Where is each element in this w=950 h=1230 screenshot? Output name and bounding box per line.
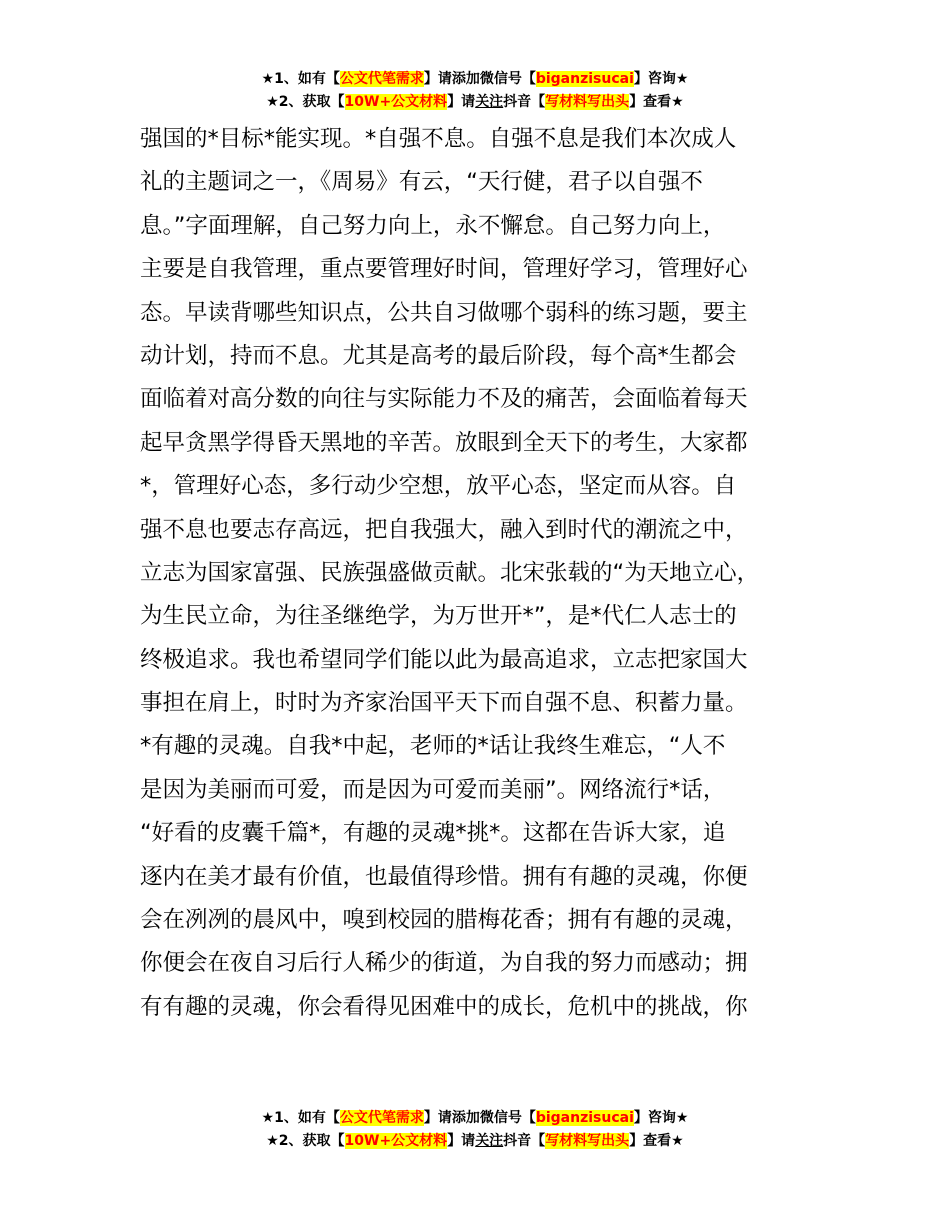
body-line: 礼的主题词之一，《周易》有云，“天行健，君子以自强不 bbox=[140, 169, 703, 196]
banner-text: 】查看★ bbox=[629, 1133, 684, 1149]
banner-line-2 bbox=[0, 91, 950, 114]
body-line: 你便会在夜自习后行人稀少的街道，为自我的努力而感动；拥 bbox=[140, 950, 748, 977]
body-line: 事担在肩上，时时为齐家治国平天下而自强不息、积蓄力量。 bbox=[140, 690, 748, 717]
banner-text: 】请添加微信号【 bbox=[423, 1110, 536, 1126]
header-banner bbox=[0, 68, 950, 114]
banner-text: 】查看★ bbox=[629, 94, 684, 110]
banner-line-1 bbox=[0, 68, 950, 91]
highlight-account: 写材料写出头 bbox=[545, 94, 630, 110]
body-line: 终极追求。我也希望同学们能以此为最高追求，立志把家国大 bbox=[140, 646, 748, 673]
highlight-service: 公文代笔需求 bbox=[339, 1110, 424, 1126]
banner-text: ★2、获取【 bbox=[266, 94, 345, 110]
body-line: 动计划，持而不息。尤其是高考的最后阶段，每个高*生都会 bbox=[140, 342, 737, 369]
highlight-materials: 10W+公文材料 bbox=[344, 1133, 448, 1149]
banner-line-2 bbox=[0, 1130, 950, 1153]
banner-text: ★2、获取【 bbox=[266, 1133, 345, 1149]
banner-text: 】咨询★ bbox=[633, 1110, 689, 1126]
underlined-follow: 关注 bbox=[475, 94, 504, 110]
body-line: 为生民立命，为往圣继绝学，为万世开*”，是*代仁人志士的 bbox=[140, 603, 737, 630]
banner-line-1 bbox=[0, 1107, 950, 1130]
document-body bbox=[140, 118, 840, 1029]
highlight-materials: 10W+公文材料 bbox=[344, 94, 448, 110]
highlight-service: 公文代笔需求 bbox=[339, 71, 424, 87]
body-line: 逐内在美才最有价值，也最值得珍惜。拥有有趣的灵魂，你便 bbox=[140, 863, 748, 890]
highlight-wechat-id: biganzisucai bbox=[535, 1110, 634, 1126]
body-line: 强国的*目标*能实现。*自强不息。自强不息是我们本次成人 bbox=[140, 126, 737, 152]
banner-text: 】请 bbox=[447, 94, 476, 110]
body-line: 强不息也要志存高远，把自我强大，融入到时代的潮流之中， bbox=[140, 516, 748, 543]
body-line: 有有趣的灵魂，你会看得见困难中的成长，危机中的挑战，你 bbox=[140, 993, 748, 1020]
body-line: 立志为国家富强、民族强盛做贡献。北宋张载的“为天地立心， bbox=[140, 559, 760, 586]
banner-text: ★1、如有【 bbox=[261, 1110, 340, 1126]
banner-text: 】咨询★ bbox=[633, 71, 689, 87]
body-line: *有趣的灵魂。自我*中起，老师的*话让我终生难忘，“人不 bbox=[140, 733, 726, 760]
underlined-follow: 关注 bbox=[475, 1133, 504, 1149]
body-line: 面临着对高分数的向往与实际能力不及的痛苦，会面临着每天 bbox=[140, 386, 748, 413]
body-line: 会在冽冽的晨风中，嗅到校园的腊梅花香；拥有有趣的灵魂， bbox=[140, 907, 748, 934]
footer-banner bbox=[0, 1107, 950, 1153]
body-line: 态。早读背哪些知识点，公共自习做哪个弱科的练习题，要主 bbox=[140, 299, 748, 326]
body-line: “好看的皮囊千篇*，有趣的灵魂*挑*。这都在告诉大家，追 bbox=[140, 820, 726, 847]
banner-text: 】请 bbox=[447, 1133, 476, 1149]
highlight-wechat-id: biganzisucai bbox=[535, 71, 634, 87]
body-line: 息。”字面理解，自己努力向上，永不懈怠。自己努力向上， bbox=[140, 212, 726, 239]
body-line: 起早贪黑学得昏天黑地的辛苦。放眼到全天下的考生，大家都 bbox=[140, 429, 748, 456]
banner-text: 抖音【 bbox=[503, 94, 546, 110]
banner-text: 抖音【 bbox=[503, 1133, 546, 1149]
banner-text: ★1、如有【 bbox=[261, 71, 340, 87]
body-line: 是因为美丽而可爱，而是因为可爱而美丽”。网络流行*话， bbox=[140, 776, 726, 803]
body-line: 主要是自我管理，重点要管理好时间，管理好学习，管理好心 bbox=[140, 256, 748, 283]
banner-text: 】请添加微信号【 bbox=[423, 71, 536, 87]
highlight-account: 写材料写出头 bbox=[545, 1133, 630, 1149]
body-line: *，管理好心态，多行动少空想，放平心态，坚定而从容。自 bbox=[140, 473, 737, 500]
